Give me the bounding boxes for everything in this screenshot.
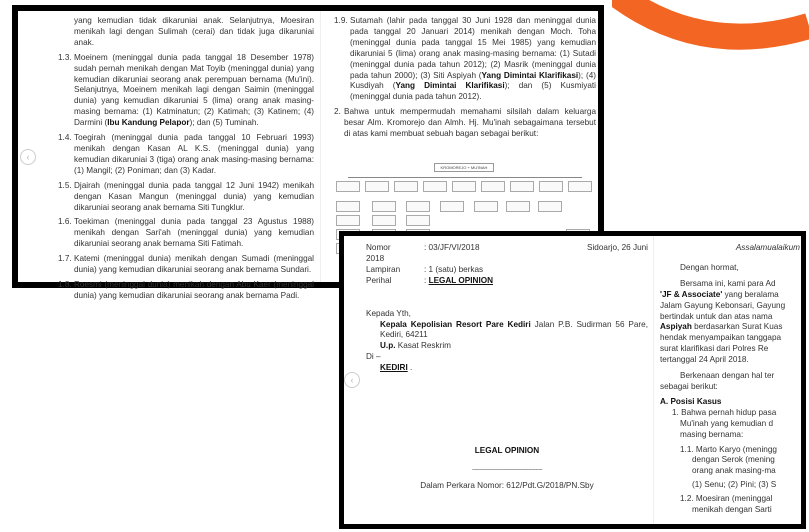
tree-node-box (481, 181, 505, 192)
paragraph-line: tertanggal 24 April 2018. (660, 355, 749, 365)
list-item: dengan Serok (mening (692, 455, 775, 465)
document-title: LEGAL OPINION (474, 446, 540, 455)
separator-line: ------------------------------------------------------------ (472, 466, 542, 473)
lampiran-label: Lampiran (366, 264, 401, 274)
lampiran-value: : 1 (satu) berkas (424, 264, 484, 274)
city: KEDIRI (380, 363, 408, 373)
paragraph-line: hendak menyampaikan tanggapa (660, 333, 782, 343)
list-item: 1.1. Marto Karyo (meningg (680, 444, 777, 454)
item-text: ); (4) Kusdiyah ( (350, 70, 596, 91)
tree-node-box (440, 201, 464, 212)
tree-node-box (336, 181, 360, 192)
letter-date: Sidoarjo, 26 Juni (587, 243, 648, 252)
item-text: Toekiman (meninggal dunia pada tanggal 23 Agustus 1988) menikah dengan Sari'ah (meninggal dunia) yang kemudian dikaruniai seorang anak bernama Siti Fatimah. (74, 217, 314, 249)
tree-node-box (538, 201, 562, 212)
city-suffix: . (407, 363, 413, 373)
di-label: Di – (366, 352, 381, 362)
item-bold: Ibu Kandung Pelapor (107, 118, 190, 128)
attention-value: Kasat Reskrim (395, 341, 451, 351)
item-text: Sutamah (lahir pada tanggal 30 Juni 1928 dan meninggal dunia pada tanggal 20 Januari 2014) menikah dengan Moch. Toha (meninggal dunia pada tanggal 15 Mei 1985) yang kemudian dikaruniai 5 (lima) orang anak masing-masing bernama: (1) Sutadi (meninggal dunia pada tahun 2012); (2) Masrik (meninggal dunia pada tahun 2000); (3) Siti Aspiyah ( (350, 16, 596, 80)
greeting: Assalamualaikum (735, 243, 800, 252)
item-number: 2. (334, 107, 341, 117)
list-item: 1.2. Moesiran (meninggal (680, 494, 773, 504)
list-item (58, 53, 314, 129)
item-number: 1.4. (58, 133, 72, 143)
tree-connector (348, 177, 582, 178)
recipient-name: Kepala Kepolisian Resort Pare Kediri (380, 319, 531, 329)
letter-left-page (366, 243, 648, 490)
tree-node-box (394, 181, 418, 192)
item-text: Djairah (meninggal dunia pada tanggal 12 Juni 1942) menikah dengan Kasan Mangun (meninggal dunia) yang kemudian dikaruniai seorang anak bernama Siti Tungklur. (74, 180, 314, 212)
list-item (58, 133, 314, 177)
tree-node-box (510, 181, 534, 192)
left-page-text (58, 16, 314, 306)
tree-node-box (568, 181, 592, 192)
right-page-text (334, 16, 596, 144)
item-text: Toegirah (meninggal dunia pada tanggal 10 Februari 1993) menikah dengan Kasan AL K.S. (meninggal dunia) yang kemudian dikaruniai 3 (tiga) orang anak masing-masing bernama: (1) Mangil; (2) Poniman; dan (3) Kadar. (74, 133, 314, 175)
page-divider (320, 11, 321, 282)
perihal-value: LEGAL OPINION (428, 275, 494, 285)
item-bold: Yang Dimintai Klarifikasi (481, 70, 579, 80)
item-number: 1.8. (58, 279, 72, 289)
list-item (58, 280, 314, 302)
tree-node-box (406, 201, 430, 212)
list-item: (1) Senu; (2) Pini; (3) S (692, 480, 777, 490)
item-text: Katemi (meninggal dunia) menikah dengan Sumadi (meninggal dunia) yang kemudian dikaruniai seorang anak bernama Sundari. (74, 254, 314, 275)
list-item (334, 16, 596, 103)
attention-label: U.p. (380, 341, 396, 351)
list-item (334, 107, 596, 140)
opening: Dengan hormat, (680, 262, 739, 272)
perihal-label: Perihal (366, 275, 392, 285)
tree-node-box (539, 181, 563, 192)
firm-name: 'JF & Associate' (660, 289, 723, 299)
letter-year: 2018 (366, 253, 385, 263)
item-number: 1.9. (334, 16, 348, 25)
document-page-legal-opinion (339, 231, 806, 529)
item-text: Moeinem (meninggal dunia pada tanggal 18 Desember 1978) sudah pernah menikah dengan Mat Toyib (meninggal dunia) yang kemudian dikaruniai seorang anak perempuan bernama (Mu'ini). Selanjutnya, Moeinem menikah lagi dengan Saimin (meninggal dunia) yang kemudian dikaruniai 5 (lima) orang anak masing-masing bernama: (1) Katminatun; (2) Katimah; (3) Katinem; (4) Darmini ( (74, 52, 314, 128)
tree-node-box (423, 181, 447, 192)
list-item: Mu'inah yang kemudian d (680, 418, 774, 428)
paragraph-line: surat klarifikasi dari Polres Re (660, 344, 769, 354)
tree-node-box (506, 201, 530, 212)
paragraph-line: berdasarkan Surat Kuas (691, 322, 783, 332)
previous-page-button[interactable]: ‹ (344, 372, 360, 388)
tree-node-box (336, 215, 360, 226)
tree-node-box (372, 201, 396, 212)
case-number: Dalam Perkara Nomor: 612/Pdt.G/2018/PN.Sby (420, 480, 594, 490)
paragraph-line: sebagai berikut: (660, 381, 718, 391)
list-item: 1. Bahwa pernah hidup pasa (672, 407, 777, 417)
tree-node-box (474, 201, 498, 212)
tree-node-box (452, 181, 476, 192)
item-number: 1.6. (58, 217, 72, 227)
paragraph-line: Berkenaan dengan hal ter (680, 371, 775, 381)
paragraph: yang kemudian tidak dikaruniai anak. Selanjutnya, Moesiran menikah lagi dengan Sulimah (cerai) dan tidak juga dikaruniai anak. (74, 16, 314, 47)
list-item: orang anak masing-ma (692, 466, 776, 476)
tree-root-box: KROMOREJO + MU'INAH (434, 163, 494, 172)
list-item (58, 254, 314, 276)
paragraph-line: Jalam Gayung Kebonsari, Gayung (660, 300, 786, 310)
previous-page-button[interactable]: ‹ (20, 149, 36, 165)
list-item (58, 181, 314, 214)
tree-node-box (365, 181, 389, 192)
tree-node-box (372, 215, 396, 226)
item-number: 1.3. (58, 52, 72, 62)
client-name: Aspiyah (660, 322, 692, 332)
paragraph-line: yang beralama (722, 289, 779, 299)
orange-arc-decoration (612, 0, 809, 50)
item-text: ); dan (5) Tuminah. (189, 118, 259, 128)
item-text: Bahwa untuk mempermudah memahami silsilah dalam keluarga besar Alm. Kromorejo dan Almh. Hj. Mu'inah sebagaimana tersebut di atas kami membuat sebuah bagan sebagai berikut: (344, 107, 596, 139)
item-text: Roesmi (meninggal dunia) menikah dengan Abu Kaer (meninggal dunia) yang kemudian dikaruniai seorang anak bernama Padi. (74, 279, 314, 300)
perihal-colon: : (424, 275, 427, 285)
item-number: 1.5. (58, 180, 72, 190)
item-number: 1.7. (58, 254, 72, 264)
tree-node-box (336, 201, 360, 212)
paragraph-line: bertindak untuk dan atas nama (660, 311, 773, 321)
recipient-address: Jalan P.B. Sudirman 56 Pare, Kediri, 64211 (380, 319, 648, 340)
list-item (58, 217, 314, 250)
nomor-label: Nomor (366, 243, 391, 252)
item-text: ); dan (5) Kusmiyati (meninggal dunia pada tahun 2012). (350, 81, 596, 102)
list-item: masing bernama: (680, 429, 744, 439)
section-heading: A. Posisi Kasus (660, 396, 722, 406)
tree-node-box (406, 215, 430, 226)
salutation: Kepada Yth, (366, 308, 411, 318)
item-bold: Yang Dimintai Klarifikasi (395, 81, 505, 91)
list-item: menikah dengan Sarti (692, 505, 772, 515)
nomor-value: : 03/JF/VI/2018 (424, 243, 480, 252)
page-divider (653, 236, 654, 524)
paragraph-line: Bersama ini, kami para Ad (680, 278, 776, 288)
letter-right-page (660, 243, 800, 516)
